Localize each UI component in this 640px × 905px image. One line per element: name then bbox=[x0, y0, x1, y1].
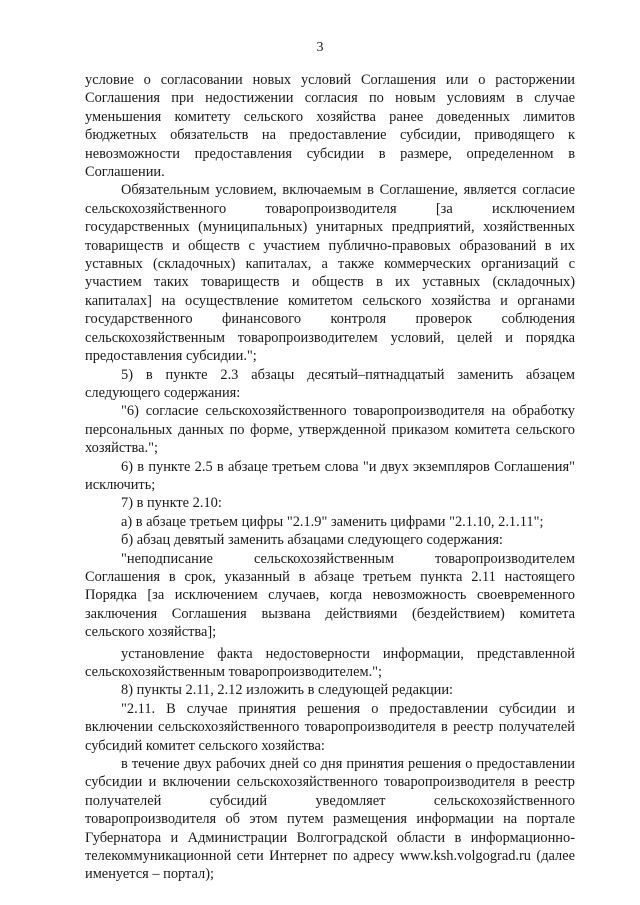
document-body bbox=[85, 71, 575, 884]
paragraph-item-7a: а) в абзаце третьем цифры "2.1.9" заменить цифрами "2.1.10, 2.1.11"; bbox=[121, 513, 544, 530]
paragraph-item-8: 8) пункты 2.11, 2.12 изложить в следующей редакции: bbox=[121, 682, 454, 699]
paragraph-item-5: 5) в пункте 2.3 абзацы десятый–пятнадцатый заменить абзацем следующего содержания: bbox=[85, 366, 575, 401]
paragraph-item-7b-content-2: установление факта недостоверности информации, представленной сельскохозяйственным товаропроизводителем."; bbox=[85, 645, 575, 680]
paragraph-point-2-11-notification: в течение двух рабочих дней со дня принятия решения о предоставлении субсидии и включении сельскохозяйственного товаропроизводителя в реестр получателей субсидий уведомляет сельскохозяйственного товаропроизводителя об этом путем размещения информации на портале Губернатора и Администрации Волгоградской области в информационно-телекоммуникационной сети Интернет по адресу www.ksh.volgograd.ru (далее именуется – портал); bbox=[85, 756, 575, 883]
paragraph-item-7b-content-1: "неподписание сельскохозяйственным товаропроизводителем Соглашения в срок, указанный в абзаце третьем пункта 2.11 настоящего Порядка [за исключением случаев, когда невозможность своевременного заключения Соглашения вызвана действиями (бездействием) комитета сельского хозяйства]; bbox=[85, 550, 575, 641]
paragraph-agreement-termination: условие о согласовании новых условий Соглашения или о расторжении Соглашения при недостижении согласия по новым условиям в случае уменьшения комитету сельского хозяйства ранее доведенных лимитов бюджетных обязательств на предоставление субсидии, приводящего к невозможности предоставления субсидии в размере, определенном в Соглашении. bbox=[85, 72, 575, 181]
paragraph-item-5-content: "6) согласие сельскохозяйственного товаропроизводителя на обработку персональных данных по форме, утвержденной приказом комитета сельского хозяйства."; bbox=[85, 403, 575, 457]
paragraph-item-7: 7) в пункте 2.10: bbox=[121, 495, 222, 512]
paragraph-item-7b: б) абзац девятый заменить абзацами следующего содержания: bbox=[121, 532, 503, 549]
paragraph-item-6: 6) в пункте 2.5 в абзаце третьем слова "и двух экземпляров Соглашения" исключить; bbox=[85, 458, 575, 493]
paragraph-point-2-11: "2.11. В случае принятия решения о предоставлении субсидии и включении сельскохозяйственного товаропроизводителя в реестр получателей субсидий комитет сельского хозяйства: bbox=[85, 700, 575, 754]
paragraph-mandatory-condition: Обязательным условием, включаемым в Соглашение, является согласие сельскохозяйственного товаропроизводителя [за исключением государственных (муниципальных) унитарных предприятий, хозяйственных товариществ и обществ с участием публично-правовых образований в их уставных (складочных) капиталах, а также коммерческих организаций с участием таких товариществ и обществ в их уставных (складочных) капиталах] на осуществление комитетом сельского хозяйства и органами государственного финансового контроля проверок соблюдения сельскохозяйственным товаропроизводителем условий, целей и порядка предоставления субсидии."; bbox=[85, 182, 575, 365]
page-number: 3 bbox=[316, 40, 324, 55]
